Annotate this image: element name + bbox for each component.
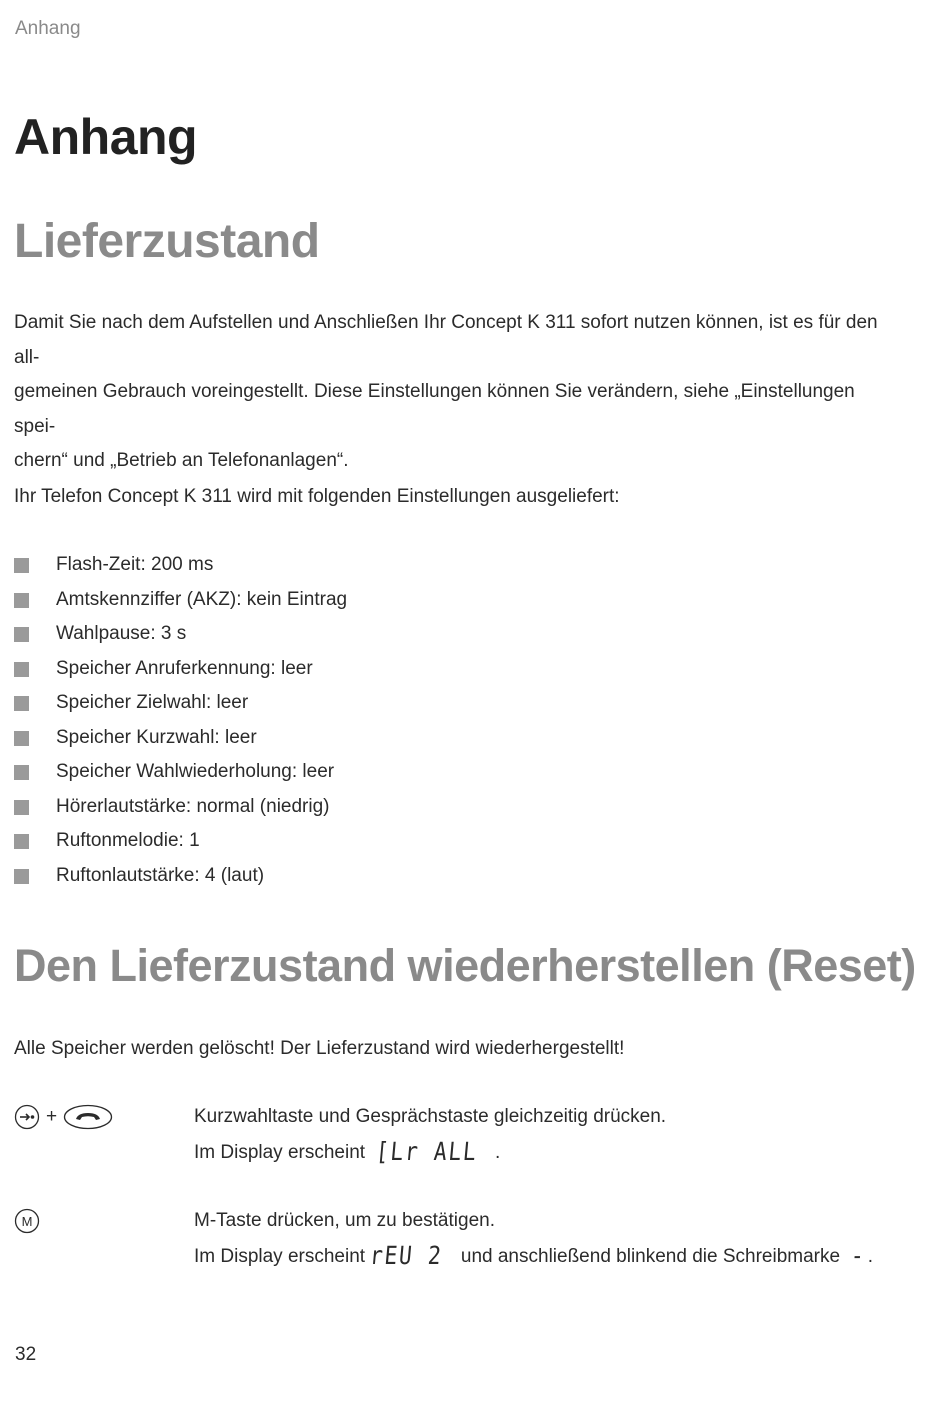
- square-bullet-icon: [14, 731, 29, 746]
- page-number: 32: [15, 1344, 37, 1365]
- step-instruction: Kurzwahltaste und Gesprächstaste gleichzeitig drücken.: [194, 1106, 667, 1127]
- step-instruction: M-Taste drücken, um zu bestätigen.: [194, 1210, 495, 1231]
- lcd-cursor: -: [849, 1240, 867, 1270]
- key-combination: [14, 1204, 40, 1238]
- key-combination: [14, 1100, 113, 1134]
- step-display-line: Im Display erscheint [Lr ALL .: [194, 1135, 666, 1171]
- step-2-text: [194, 1204, 873, 1274]
- lcd-display-text: rEU 2: [369, 1240, 445, 1270]
- square-bullet-icon: [14, 558, 29, 573]
- running-header: Anhang: [15, 18, 81, 39]
- speed-dial-key-icon: [14, 1104, 40, 1130]
- step-1-text: [194, 1100, 666, 1170]
- plus-sign: +: [46, 1106, 58, 1127]
- square-bullet-icon: [14, 627, 29, 642]
- square-bullet-icon: [14, 834, 29, 849]
- square-bullet-icon: [14, 800, 29, 815]
- m-key-icon: [14, 1208, 40, 1234]
- m-key-label: M: [21, 1214, 33, 1229]
- section-heading-reset: Den Lieferzustand wiederherstellen (Reset): [14, 940, 916, 991]
- square-bullet-icon: [14, 765, 29, 780]
- intro-line: gemeinen Gebrauch voreingestellt. Diese Einstellungen können Sie verändern, siehe „Einstellungen spei-: [14, 381, 855, 437]
- lcd-display-text: [Lr ALL: [374, 1136, 479, 1166]
- handset-key-icon: [63, 1104, 113, 1130]
- reset-warning: Alle Speicher werden gelöscht! Der Lieferzustand wird wiederhergestellt!: [14, 1038, 625, 1059]
- square-bullet-icon: [14, 696, 29, 711]
- intro-line: chern“ und „Betrieb an Telefonanlagen“.: [14, 450, 349, 471]
- page-title: Anhang: [14, 109, 198, 165]
- square-bullet-icon: [14, 662, 29, 677]
- intro-paragraph: [14, 306, 894, 479]
- step-display-line: Im Display erscheint rEU 2 und anschließend blinkend die Schreibmarke -.: [194, 1239, 873, 1275]
- section-heading-lieferzustand: Lieferzustand: [14, 215, 320, 268]
- intro-line: Damit Sie nach dem Aufstellen und Anschließen Ihr Concept K 311 sofort nutzen können, ist es für den all-: [14, 312, 878, 368]
- list-intro: Ihr Telefon Concept K 311 wird mit folgenden Einstellungen ausgeliefert:: [14, 486, 620, 507]
- square-bullet-icon: [14, 593, 29, 608]
- square-bullet-icon: [14, 869, 29, 884]
